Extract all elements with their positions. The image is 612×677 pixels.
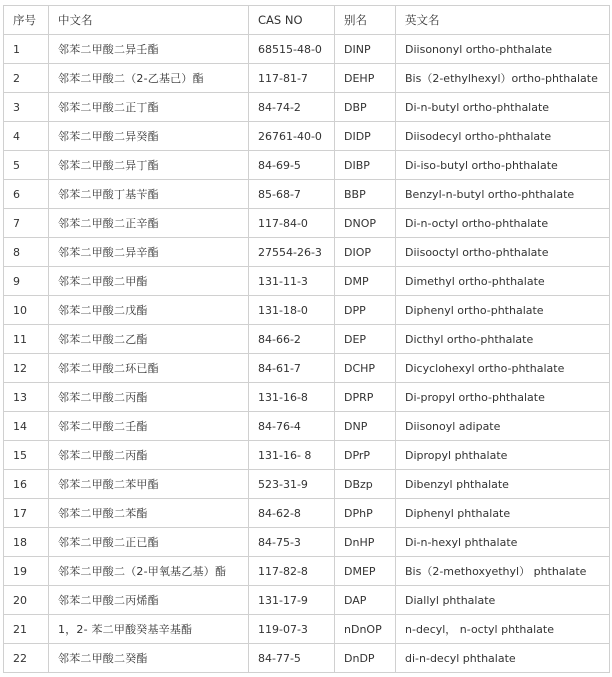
cell-cas-no: 84-74-2 bbox=[249, 93, 335, 122]
table-row bbox=[4, 586, 610, 615]
header-chinese-name: 中文名 bbox=[49, 6, 249, 35]
cell-chinese-name: 邻苯二甲酸二（2-甲氧基乙基）酯 bbox=[49, 557, 249, 586]
cell-alias: DEP bbox=[335, 325, 396, 354]
table-row bbox=[4, 238, 610, 267]
cell-cas-no: 131-16-8 bbox=[249, 383, 335, 412]
cell-chinese-name: 邻苯二甲酸二癸酯 bbox=[49, 644, 249, 673]
cell-english-name: Diphenyl phthalate bbox=[396, 499, 610, 528]
cell-index: 5 bbox=[4, 151, 49, 180]
table-header-row bbox=[4, 6, 610, 35]
table-row bbox=[4, 441, 610, 470]
cell-chinese-name: 邻苯二甲酸二异癸酯 bbox=[49, 122, 249, 151]
cell-alias: DPrP bbox=[335, 441, 396, 470]
cell-alias: DCHP bbox=[335, 354, 396, 383]
cell-alias: DBP bbox=[335, 93, 396, 122]
cell-alias: DPP bbox=[335, 296, 396, 325]
cell-english-name: Diisooctyl ortho-phthalate bbox=[396, 238, 610, 267]
table-row bbox=[4, 615, 610, 644]
table-row bbox=[4, 267, 610, 296]
cell-alias: DPRP bbox=[335, 383, 396, 412]
table-row bbox=[4, 644, 610, 673]
cell-alias: DAP bbox=[335, 586, 396, 615]
cell-english-name: Diisodecyl ortho-phthalate bbox=[396, 122, 610, 151]
cell-chinese-name: 邻苯二甲酸二异壬酯 bbox=[49, 35, 249, 64]
cell-alias: DPhP bbox=[335, 499, 396, 528]
cell-chinese-name: 邻苯二甲酸二异辛酯 bbox=[49, 238, 249, 267]
cell-english-name: Diallyl phthalate bbox=[396, 586, 610, 615]
phthalate-table bbox=[3, 5, 610, 673]
table-row bbox=[4, 412, 610, 441]
table-row bbox=[4, 122, 610, 151]
cell-english-name: Di-n-hexyl phthalate bbox=[396, 528, 610, 557]
table-row bbox=[4, 557, 610, 586]
cell-english-name: Di-propyl ortho-phthalate bbox=[396, 383, 610, 412]
table-row bbox=[4, 64, 610, 93]
cell-chinese-name: 邻苯二甲酸丁基苄酯 bbox=[49, 180, 249, 209]
cell-chinese-name: 1，2- 苯二甲酸癸基辛基酯 bbox=[49, 615, 249, 644]
cell-index: 3 bbox=[4, 93, 49, 122]
header-index: 序号 bbox=[4, 6, 49, 35]
cell-alias: DNP bbox=[335, 412, 396, 441]
cell-english-name: Bis（2-methoxyethyl） phthalate bbox=[396, 557, 610, 586]
cell-chinese-name: 邻苯二甲酸二异丁酯 bbox=[49, 151, 249, 180]
cell-english-name: Diphenyl ortho-phthalate bbox=[396, 296, 610, 325]
cell-chinese-name: 邻苯二甲酸二正已酯 bbox=[49, 528, 249, 557]
cell-alias: DIBP bbox=[335, 151, 396, 180]
cell-index: 21 bbox=[4, 615, 49, 644]
table-row bbox=[4, 383, 610, 412]
cell-alias: DBzp bbox=[335, 470, 396, 499]
table-row bbox=[4, 528, 610, 557]
cell-english-name: Bis（2-ethylhexyl）ortho-phthalate bbox=[396, 64, 610, 93]
cell-chinese-name: 邻苯二甲酸二壬酯 bbox=[49, 412, 249, 441]
cell-english-name: Dicthyl ortho-phthalate bbox=[396, 325, 610, 354]
cell-cas-no: 131-16- 8 bbox=[249, 441, 335, 470]
header-alias: 别名 bbox=[335, 6, 396, 35]
cell-chinese-name: 邻苯二甲酸二正辛酯 bbox=[49, 209, 249, 238]
cell-english-name: di-n-decyl phthalate bbox=[396, 644, 610, 673]
cell-english-name: Dipropyl phthalate bbox=[396, 441, 610, 470]
cell-cas-no: 131-18-0 bbox=[249, 296, 335, 325]
cell-alias: DIDP bbox=[335, 122, 396, 151]
table-row bbox=[4, 35, 610, 64]
cell-cas-no: 84-66-2 bbox=[249, 325, 335, 354]
cell-alias: nDnOP bbox=[335, 615, 396, 644]
cell-index: 14 bbox=[4, 412, 49, 441]
cell-index: 18 bbox=[4, 528, 49, 557]
table-row bbox=[4, 209, 610, 238]
cell-chinese-name: 邻苯二甲酸二（2-乙基己）酯 bbox=[49, 64, 249, 93]
cell-index: 22 bbox=[4, 644, 49, 673]
table-row bbox=[4, 180, 610, 209]
table-row bbox=[4, 354, 610, 383]
cell-english-name: Diisononyl ortho-phthalate bbox=[396, 35, 610, 64]
cell-english-name: Di-iso-butyl ortho-phthalate bbox=[396, 151, 610, 180]
cell-alias: DIOP bbox=[335, 238, 396, 267]
cell-index: 19 bbox=[4, 557, 49, 586]
cell-cas-no: 84-62-8 bbox=[249, 499, 335, 528]
cell-cas-no: 84-61-7 bbox=[249, 354, 335, 383]
cell-cas-no: 523-31-9 bbox=[249, 470, 335, 499]
cell-english-name: Diisonoyl adipate bbox=[396, 412, 610, 441]
cell-english-name: Benzyl-n-butyl ortho-phthalate bbox=[396, 180, 610, 209]
cell-index: 13 bbox=[4, 383, 49, 412]
cell-index: 17 bbox=[4, 499, 49, 528]
cell-chinese-name: 邻苯二甲酸二甲酯 bbox=[49, 267, 249, 296]
cell-cas-no: 131-17-9 bbox=[249, 586, 335, 615]
cell-index: 10 bbox=[4, 296, 49, 325]
cell-cas-no: 117-82-8 bbox=[249, 557, 335, 586]
table-row bbox=[4, 325, 610, 354]
cell-cas-no: 131-11-3 bbox=[249, 267, 335, 296]
cell-index: 20 bbox=[4, 586, 49, 615]
cell-index: 8 bbox=[4, 238, 49, 267]
cell-chinese-name: 邻苯二甲酸二苯酯 bbox=[49, 499, 249, 528]
cell-chinese-name: 邻苯二甲酸二丙酯 bbox=[49, 383, 249, 412]
table-row bbox=[4, 151, 610, 180]
cell-english-name: Di-n-butyl ortho-phthalate bbox=[396, 93, 610, 122]
cell-chinese-name: 邻苯二甲酸二戊酯 bbox=[49, 296, 249, 325]
cell-index: 4 bbox=[4, 122, 49, 151]
cell-english-name: Di-n-octyl ortho-phthalate bbox=[396, 209, 610, 238]
cell-cas-no: 27554-26-3 bbox=[249, 238, 335, 267]
cell-index: 11 bbox=[4, 325, 49, 354]
header-english-name: 英文名 bbox=[396, 6, 610, 35]
cell-english-name: Dimethyl ortho-phthalate bbox=[396, 267, 610, 296]
cell-english-name: Dicyclohexyl ortho-phthalate bbox=[396, 354, 610, 383]
cell-alias: DMP bbox=[335, 267, 396, 296]
cell-chinese-name: 邻苯二甲酸二丙烯酯 bbox=[49, 586, 249, 615]
cell-english-name: n-decyl， n-octyl phthalate bbox=[396, 615, 610, 644]
cell-cas-no: 117-81-7 bbox=[249, 64, 335, 93]
cell-cas-no: 26761-40-0 bbox=[249, 122, 335, 151]
cell-cas-no: 84-76-4 bbox=[249, 412, 335, 441]
cell-cas-no: 84-77-5 bbox=[249, 644, 335, 673]
table-row bbox=[4, 93, 610, 122]
cell-alias: DMEP bbox=[335, 557, 396, 586]
cell-cas-no: 84-69-5 bbox=[249, 151, 335, 180]
cell-index: 15 bbox=[4, 441, 49, 470]
cell-index: 12 bbox=[4, 354, 49, 383]
table-row bbox=[4, 499, 610, 528]
cell-index: 6 bbox=[4, 180, 49, 209]
cell-alias: DNOP bbox=[335, 209, 396, 238]
cell-chinese-name: 邻苯二甲酸二乙酯 bbox=[49, 325, 249, 354]
cell-alias: DnHP bbox=[335, 528, 396, 557]
cell-chinese-name: 邻苯二甲酸二正丁酯 bbox=[49, 93, 249, 122]
cell-index: 1 bbox=[4, 35, 49, 64]
cell-cas-no: 117-84-0 bbox=[249, 209, 335, 238]
cell-chinese-name: 邻苯二甲酸二苯甲酯 bbox=[49, 470, 249, 499]
cell-chinese-name: 邻苯二甲酸二丙酯 bbox=[49, 441, 249, 470]
cell-index: 9 bbox=[4, 267, 49, 296]
cell-index: 2 bbox=[4, 64, 49, 93]
cell-cas-no: 84-75-3 bbox=[249, 528, 335, 557]
table-row bbox=[4, 296, 610, 325]
cell-cas-no: 85-68-7 bbox=[249, 180, 335, 209]
cell-cas-no: 68515-48-0 bbox=[249, 35, 335, 64]
cell-english-name: Dibenzyl phthalate bbox=[396, 470, 610, 499]
cell-index: 16 bbox=[4, 470, 49, 499]
cell-alias: DEHP bbox=[335, 64, 396, 93]
cell-index: 7 bbox=[4, 209, 49, 238]
cell-alias: DnDP bbox=[335, 644, 396, 673]
cell-chinese-name: 邻苯二甲酸二环已酯 bbox=[49, 354, 249, 383]
cell-alias: BBP bbox=[335, 180, 396, 209]
cell-alias: DINP bbox=[335, 35, 396, 64]
table-row bbox=[4, 470, 610, 499]
header-cas-no: CAS NO bbox=[249, 6, 335, 35]
cell-cas-no: 119-07-3 bbox=[249, 615, 335, 644]
